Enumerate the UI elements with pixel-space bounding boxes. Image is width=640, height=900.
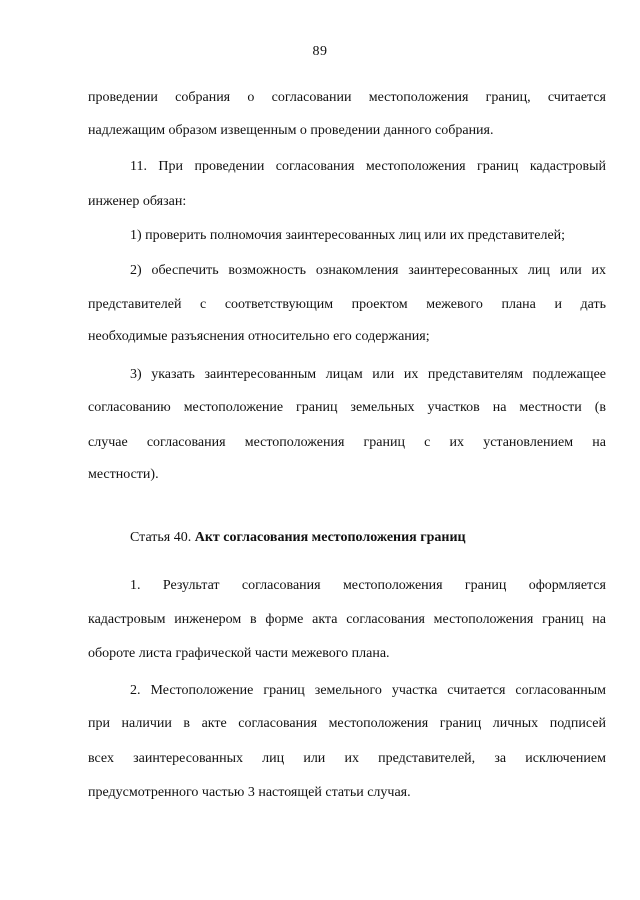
- text-line: 2. Местоположение границ земельного участка считается согласованным: [130, 683, 606, 698]
- text-line: представителей с соответствующим проектом межевого плана и дать: [88, 297, 606, 312]
- article-heading: [130, 529, 606, 547]
- page-number: 89: [312, 44, 328, 59]
- text-line: обороте листа графической части межевого плана.: [88, 646, 390, 661]
- text-line: согласованию местоположение границ земельных участков на местности (в: [88, 400, 606, 415]
- text-line: случае согласования местоположения границ с их установлением на: [88, 435, 606, 450]
- text-line: при наличии в акте согласования местоположения границ личных подписей: [88, 716, 606, 731]
- article-prefix: Статья 40.: [130, 530, 195, 545]
- text-line: 1) проверить полномочия заинтересованных лиц или их представителей;: [130, 228, 566, 243]
- text-line: 1. Результат согласования местоположения границ оформляется: [130, 578, 606, 593]
- text-line: необходимые разъяснения относительно его содержания;: [88, 329, 430, 344]
- text-line: кадастровым инженером в форме акта согласования местоположения границ на: [88, 612, 606, 627]
- text-line: местности).: [88, 467, 159, 482]
- text-line: предусмотренного частью 3 настоящей статьи случая.: [88, 785, 411, 800]
- text-line: инженер обязан:: [88, 194, 187, 209]
- text-line: всех заинтересованных лиц или их представителей, за исключением: [88, 751, 606, 766]
- text-line: 2) обеспечить возможность ознакомления заинтересованных лиц или их: [130, 263, 606, 278]
- article-title: Акт согласования местоположения границ: [194, 530, 466, 545]
- text-line: 3) указать заинтересованным лицам или их представителям подлежащее: [130, 367, 606, 382]
- text-line: надлежащим образом извещенным о проведении данного собрания.: [88, 123, 494, 138]
- text-line: 11. При проведении согласования местоположения границ кадастровый: [130, 159, 606, 174]
- text-line: проведении собрания о согласовании местоположения границ, считается: [88, 90, 606, 105]
